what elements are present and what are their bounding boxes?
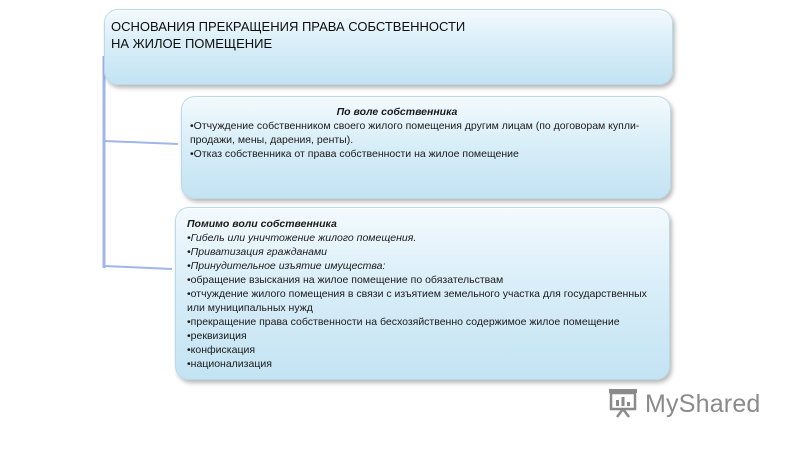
myshared-logo[interactable] bbox=[606, 388, 761, 420]
against-will-item: •реквизиция bbox=[187, 330, 247, 342]
title-line-1: ОСНОВАНИЯ ПРЕКРАЩЕНИЯ ПРАВА СОБСТВЕННОСТИ bbox=[111, 19, 466, 34]
presentation-board-icon bbox=[606, 386, 640, 423]
against-will-heading: Помимо воли собственника bbox=[187, 218, 337, 230]
connector-arrow-to-other bbox=[104, 266, 172, 269]
against-will-item: •национализация bbox=[187, 358, 272, 370]
diagram-title bbox=[111, 18, 666, 52]
against-will-item: •конфискация bbox=[187, 344, 256, 356]
connector-arrow-to-will bbox=[104, 141, 178, 144]
by-will-item: •Отказ собственника от права собственности на жилое помещение bbox=[190, 148, 519, 160]
against-will-item: •отчуждение жилого помещения в связи с изъятием земельного участка для государственных или муниципальных нужд bbox=[187, 288, 647, 314]
against-will-item: •Гибель или уничтожение жилого помещения. bbox=[187, 232, 417, 244]
against-will-item: •прекращение права собственности на бесхозяйственно содержимое жилое помещение bbox=[187, 316, 620, 328]
by-will-heading: По воле собственника bbox=[336, 106, 458, 118]
against-will-item: •Принудительное изъятие имущества: bbox=[187, 260, 386, 272]
title-box bbox=[104, 9, 673, 85]
title-line-2: НА ЖИЛОЕ ПОМЕЩЕНИЕ bbox=[111, 36, 273, 51]
by-will-item: •Отчуждение собственником своего жилого помещения другим лицам (по договорам купли-продажи, мены, дарения, ренты). bbox=[190, 120, 640, 146]
by-will-box bbox=[181, 96, 671, 199]
logo-text: MyShared bbox=[645, 389, 761, 418]
against-will-item: •обращение взыскания на жилое помещение по обязательствам bbox=[187, 274, 504, 286]
against-will-box bbox=[175, 207, 670, 380]
against-will-item: •Приватизация гражданами bbox=[187, 246, 327, 258]
